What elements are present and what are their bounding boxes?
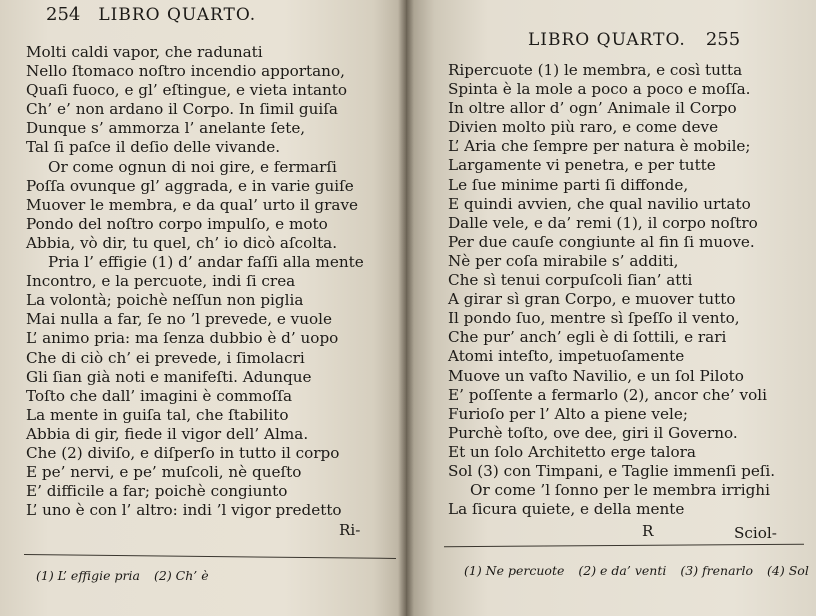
left-page-number: 254 — [46, 4, 81, 25]
verse-line: Abbia, vò dir, tu quel, ch’ io dicò aſcolta. — [26, 233, 338, 252]
left-page — [0, 0, 406, 616]
signature-mark: R — [642, 522, 654, 540]
verse-line: Nè per coſa mirabile s’ additi, — [448, 251, 679, 270]
verse-line: Toſto che dall’ imagini è commoſſa — [26, 386, 293, 405]
verse-line: Muove un vaſto Navilio, e un ſol Piloto — [448, 366, 744, 385]
verse-line: E’ poſſente a fermarlo (2), ancor che’ voli — [448, 385, 767, 404]
right-footnote: (1) Ne percuote — [464, 563, 565, 578]
verse-line: Or come ’l ſonno per le membra irrighi — [470, 481, 770, 500]
verse-line: Gli ſian già noti e manifeſti. Adunque — [26, 367, 312, 386]
verse-line: L’ animo pria: ma ſenza dubbio è d’ uopo — [26, 329, 339, 348]
right-footnotes — [464, 563, 809, 578]
verse-line: L’ uno è con l’ altro: indi ’l vigor predetto — [26, 501, 342, 520]
right-page-number: 255 — [705, 29, 741, 50]
left-footnotes — [36, 568, 209, 583]
verse-line: L’ Aria che ſempre per natura è mobile; — [448, 137, 751, 156]
left-footnote: (2) Ch’ è — [153, 568, 209, 583]
left-verse-block — [26, 43, 364, 520]
verse-line: La mente in guiſa tal, che ſtabilito — [26, 405, 289, 424]
verse-line: Purchè toſto, ove dee, giri il Governo. — [448, 423, 738, 442]
verse-line: Dunque s’ ammorza l’ anelante ſete, — [26, 119, 306, 138]
verse-line: Spinta è la mole a poco a poco e moſſa. — [448, 80, 751, 99]
right-page — [406, 0, 816, 616]
verse-line: Mai nulla a far, ſe no ’l prevede, e vuole — [26, 310, 333, 329]
left-catchword: Ri- — [339, 521, 361, 539]
right-verse-block — [448, 61, 775, 519]
verse-line: Il pondo ſuo, mentre sì ſpeſſo il vento, — [448, 309, 740, 328]
left-running-head — [46, 4, 256, 25]
verse-line: Che (2) diviſo, e diſperſo in tutto il corpo — [26, 443, 340, 462]
verse-line: Molti caldi vapor, che radunati — [26, 43, 263, 61]
right-footnote-rule — [444, 544, 804, 548]
verse-line: Or come ognun di noi gire, e fermarſi — [48, 157, 337, 176]
verse-line: Che di ciò ch’ ei prevede, i ſimolacri — [26, 348, 305, 367]
right-catchword: Sciol- — [734, 524, 777, 542]
right-footnote: (3) frenarlo — [680, 563, 754, 578]
left-running-title: LIBRO QUARTO. — [98, 5, 257, 25]
verse-line: Et un ſolo Architetto erge talora — [448, 442, 696, 461]
verse-line: Poſſa ovunque gl’ aggrada, e in varie guiſe — [26, 176, 354, 195]
verse-line: In oltre allor d’ ogn’ Animale il Corpo — [448, 99, 737, 118]
left-footnote: (1) L’ effigie pria — [36, 568, 140, 583]
right-running-head — [528, 29, 740, 50]
verse-line: E’ difficile a far; poichè congiunto — [26, 482, 288, 501]
verse-line: Nello ſtomaco noſtro incendio apportano, — [26, 62, 345, 81]
verse-line: Le ſue minime parti ſi diffonde, — [448, 175, 689, 194]
verse-line: Sol (3) con Timpani, e Taglie immenſi peſi. — [448, 461, 776, 480]
verse-line: Incontro, e la percuote, indi ſi crea — [26, 272, 296, 291]
verse-line: Quaſi fuoco, e gl’ eſtingue, e vieta intanto — [26, 81, 348, 100]
verse-line: E quindi avvien, che qual navilio urtato — [448, 194, 751, 213]
verse-line: Pondo del noſtro corpo impulſo, e moto — [26, 214, 328, 233]
verse-line: Che sì tenui corpuſcoli ſian’ atti — [448, 271, 693, 290]
verse-line: Che pur’ anch’ egli è di ſottili, e rari — [448, 328, 727, 347]
verse-line: E pe’ nervi, e pe’ muſcoli, nè queſto — [26, 463, 302, 482]
verse-line: Atomi inteſto, impetuoſamente — [448, 347, 685, 366]
verse-line: Muover le membra, e da qual’ urto il grave — [26, 195, 359, 214]
verse-line: Largamente vi penetra, e per tutte — [448, 156, 716, 175]
verse-line: Dalle vele, e da’ remi (1), il corpo noſtro — [448, 213, 758, 232]
verse-line: La ſicura quiete, e della mente — [448, 500, 685, 519]
verse-line: Ripercuote (1) le membra, e così tutta — [448, 61, 743, 79]
verse-line: Abbia di gir, fiede il vigor dell’ Alma. — [26, 424, 309, 443]
verse-line: Pria l’ effigie (1) d’ andar faſſi alla mente — [48, 253, 364, 272]
verse-line: La volontà; poichè neſſun non piglia — [26, 291, 304, 310]
verse-line: Tal ſi paſce il deſio delle vivande. — [26, 138, 281, 157]
verse-line: Divien molto più raro, e come deve — [448, 118, 719, 137]
verse-line: A girar sì gran Corpo, e muover tutto — [448, 290, 736, 309]
verse-line: Furioſo per l’ Alto a piene vele; — [448, 404, 688, 423]
right-running-title: LIBRO QUARTO. — [528, 30, 686, 50]
verse-line: Ch’ e’ non ardano il Corpo. In ſimil guiſa — [26, 100, 338, 119]
right-footnote: (2) e da’ venti — [578, 563, 667, 578]
verse-line: Per due cauſe congiunte al fin ſi muove. — [448, 232, 755, 251]
book-gutter — [398, 0, 414, 616]
left-footnote-rule — [24, 554, 396, 559]
right-footnote: (4) Sol — [767, 563, 809, 578]
